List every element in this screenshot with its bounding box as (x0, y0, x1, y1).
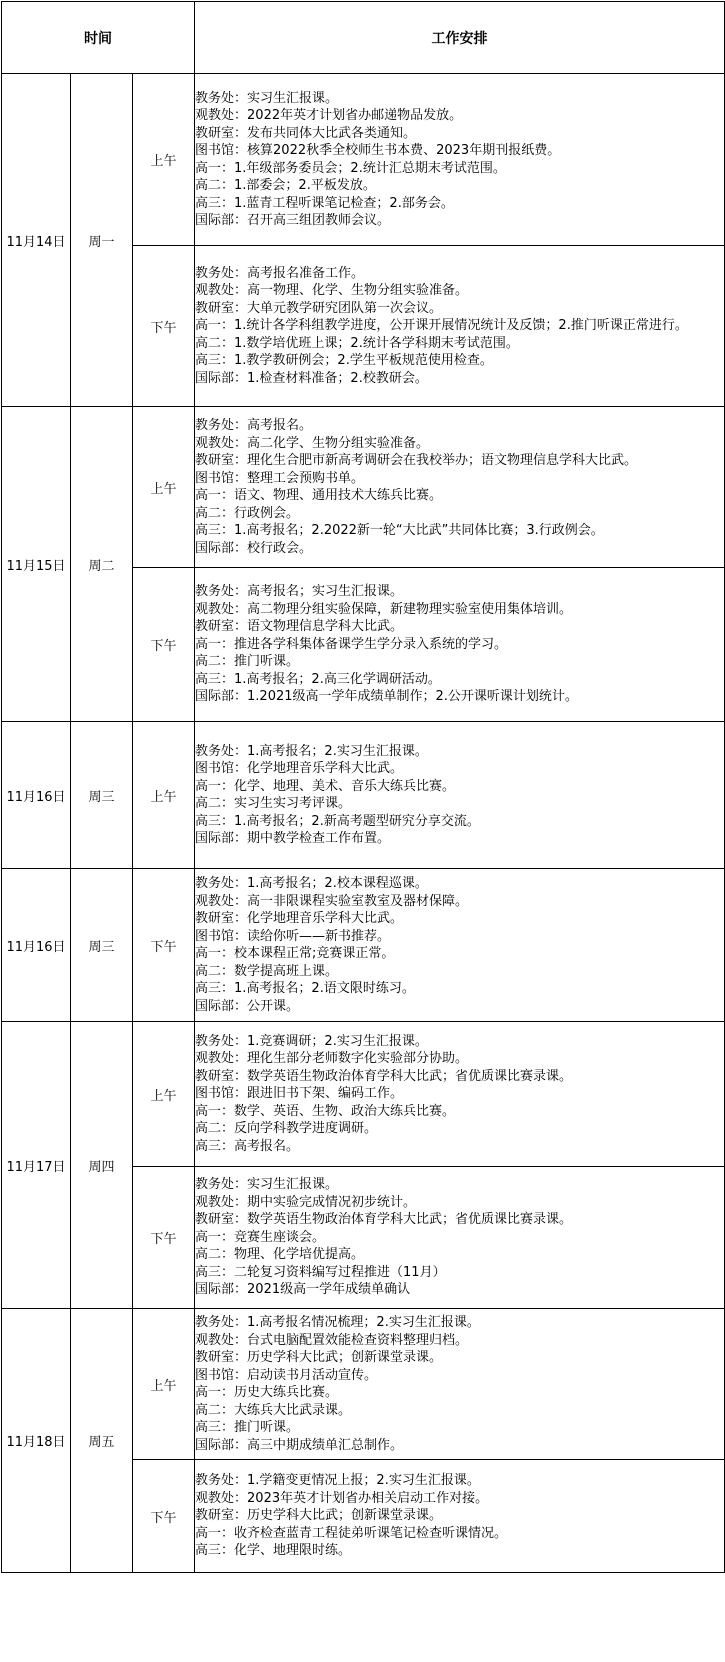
work-item: 教务处：高考报名准备工作。 (195, 265, 365, 281)
work-item: 国际部：1.2021级高一学年成绩单制作；2.公开课听课计划统计。 (195, 689, 578, 705)
work-item: 高一：校本课程正常;竞赛课正常。 (195, 946, 395, 961)
work-item: 观教处：期中实验完成情况初步统计。 (195, 1194, 417, 1210)
work-item: 教研室：语文物理信息学科大比武。 (195, 619, 404, 635)
work-item: 高一：数学、英语、生物、政治大练兵比赛。 (195, 1103, 456, 1119)
work-item: 图书馆：读给你听——新书推荐。 (195, 928, 391, 944)
schedule-row (2, 1022, 725, 1167)
work-item: 高二：大练兵大比武录课。 (195, 1402, 352, 1418)
work-item: 高三：二轮复习资料编写过程推进（11月） (195, 1264, 446, 1280)
work-item: 教研室：化学地理音乐学科大比武。 (195, 911, 404, 926)
work-item: 高一：1.统计各学科组教学进度，公开课开展情况统计及反馈；2.推门听课正常进行。 (195, 318, 688, 334)
schedule-body (2, 74, 725, 1573)
work-item: 教研室：大单元教学研究团队第一次会议。 (195, 300, 443, 316)
work-item: 教研室：数学英语生物政治体育学科大比武；省优质课比赛录课。 (195, 1212, 573, 1228)
work-item: 国际部：1.检查材料准备；2.校教研会。 (195, 370, 428, 386)
period-cell: 下午 (133, 869, 195, 1022)
weekday-cell: 周一 (71, 74, 133, 407)
work-item: 观教处：2023年英才计划省办相关启动工作对接。 (195, 1490, 489, 1506)
work-item: 国际部：校行政会。 (195, 540, 313, 556)
work-item: 教研室：理化生合肥市新高考调研会在我校举办；语文物理信息学科大比武。 (195, 453, 638, 468)
work-item: 国际部：公开课。 (195, 998, 300, 1014)
work-item: 教务处：1.高考报名；2.实习生汇报课。 (195, 743, 428, 759)
work-item: 教务处：1.学籍变更情况上报；2.实习生汇报课。 (195, 1473, 480, 1489)
period-cell: 下午 (133, 568, 195, 722)
work-item: 教务处：实习生汇报课。 (195, 90, 339, 106)
work-item: 图书馆：核算2022秋季全校师生书本费、2023年期刊报纸费。 (195, 143, 561, 158)
schedule-row (2, 407, 725, 568)
work-item: 教务处：高考报名；实习生汇报课。 (195, 584, 404, 600)
work-item: 观教处：高一物理、化学、生物分组实验准备。 (195, 283, 469, 299)
weekday-cell: 周三 (71, 722, 133, 869)
period-cell: 上午 (133, 1309, 195, 1460)
work-content-cell (195, 74, 725, 246)
work-item: 高二：实习生实习考评课。 (195, 796, 352, 811)
work-item: 高一：推进各学科集体备课学生学分录入系统的学习。 (195, 636, 508, 652)
header-row (2, 2, 725, 74)
time-header: 时间 (2, 2, 195, 74)
work-item: 国际部：期中教学检查工作布置。 (195, 831, 391, 846)
work-item: 高二：物理、化学培优提高。 (195, 1247, 365, 1263)
work-item: 观教处：理化生部分老师数字化实验部分协助。 (195, 1051, 469, 1067)
period-cell: 下午 (133, 1460, 195, 1573)
work-item: 图书馆：整理工会预购书单。 (195, 470, 365, 486)
work-item: 教研室：历史学科大比武；创新课堂录课。 (195, 1350, 443, 1365)
date-cell: 11月15日 (2, 407, 71, 722)
work-item: 高一：竞赛生座谈会。 (195, 1229, 326, 1245)
period-cell: 上午 (133, 407, 195, 568)
work-content-cell (195, 568, 725, 722)
weekday-cell: 周四 (71, 1022, 133, 1309)
work-content-cell (195, 1167, 725, 1309)
work-header: 工作安排 (195, 2, 725, 74)
work-item: 高二：反向学科教学进度调研。 (195, 1121, 378, 1137)
period-cell: 上午 (133, 74, 195, 246)
work-content-cell (195, 1022, 725, 1167)
work-item: 教研室：发布共同体大比武各类通知。 (195, 125, 417, 141)
work-item: 高三：化学、地理限时练。 (195, 1543, 352, 1559)
date-cell: 11月16日 (2, 869, 71, 1022)
date-cell: 11月14日 (2, 74, 71, 407)
work-content-cell (195, 1460, 725, 1573)
weekday-cell: 周二 (71, 407, 133, 722)
work-item: 观教处：高二化学、生物分组实验准备。 (195, 435, 430, 451)
work-item: 观教处：2022年英才计划省办邮递物品发放。 (195, 108, 463, 123)
date-cell: 11月16日 (2, 722, 71, 869)
work-content-cell (195, 407, 725, 568)
work-item: 高三：高考报名。 (195, 1138, 300, 1154)
period-cell: 上午 (133, 722, 195, 869)
work-item: 高三：1.高考报名；2.语文限时练习。 (195, 981, 415, 996)
work-item: 高二：1.数学培优班上课；2.统计各学科期末考试范围。 (195, 335, 519, 351)
schedule-row (2, 74, 725, 246)
work-item: 高一：语文、物理、通用技术大练兵比赛。 (195, 488, 443, 503)
work-item: 国际部：召开高三组团教师会议。 (195, 213, 391, 228)
work-item: 图书馆：启动读书月活动宣传。 (195, 1367, 378, 1383)
work-item: 高一：历史大练兵比赛。 (195, 1385, 339, 1400)
work-item: 高三：1.高考报名；2.高三化学调研活动。 (195, 671, 441, 687)
work-item: 高二：推门听课。 (195, 654, 300, 670)
work-item: 高三：推门听课。 (195, 1420, 300, 1435)
period-cell: 上午 (133, 1022, 195, 1167)
work-item: 高二：数学提高班上课。 (195, 963, 339, 979)
work-item: 教研室：历史学科大比武；创新课堂录课。 (195, 1508, 443, 1524)
work-item: 教务处：1.高考报名；2.校本课程巡课。 (195, 876, 428, 891)
work-content-cell (195, 869, 725, 1022)
work-item: 图书馆：跟进旧书下架、编码工作。 (195, 1086, 404, 1102)
work-content-cell (195, 722, 725, 869)
schedule-row (2, 1309, 725, 1460)
weekday-cell: 周五 (71, 1309, 133, 1573)
work-item: 高三：1.教学教研例会；2.学生平板规范使用检查。 (195, 353, 493, 369)
schedule-row (2, 869, 725, 1022)
work-content-cell (195, 1309, 725, 1460)
work-item: 高二：行政例会。 (195, 505, 300, 521)
work-item: 高一：化学、地理、美术、音乐大练兵比赛。 (195, 778, 456, 794)
weekday-cell: 周三 (71, 869, 133, 1022)
work-item: 高三：1.蓝青工程听课笔记检查；2.部务会。 (195, 195, 454, 211)
schedule-table (1, 1, 725, 1573)
work-item: 高二：1.部委会；2.平板发放。 (195, 178, 376, 193)
period-cell: 下午 (133, 246, 195, 407)
period-cell: 下午 (133, 1167, 195, 1309)
date-cell: 11月18日 (2, 1309, 71, 1573)
work-content-cell (195, 246, 725, 407)
work-item: 教务处：高考报名。 (195, 418, 313, 433)
work-item: 高三：1.高考报名；2.2022新一轮“大比武”共同体比赛；3.行政例会。 (195, 523, 604, 538)
work-item: 教务处：实习生汇报课。 (195, 1177, 339, 1193)
work-item: 教务处：1.高考报名情况梳理；2.实习生汇报课。 (195, 1315, 480, 1330)
work-item: 国际部：2021级高一学年成绩单确认 (195, 1282, 411, 1298)
work-item: 高一：收齐检查蓝青工程徒弟听课笔记检查听课情况。 (195, 1525, 508, 1541)
date-cell: 11月17日 (2, 1022, 71, 1309)
work-item: 图书馆：化学地理音乐学科大比武。 (195, 761, 404, 776)
work-item: 高三：1.高考报名；2.新高考题型研究分享交流。 (195, 813, 480, 829)
work-item: 国际部：高三中期成绩单汇总制作。 (195, 1437, 404, 1453)
work-item: 教务处：1.竞赛调研；2.实习生汇报课。 (195, 1033, 428, 1049)
schedule-row (2, 722, 725, 869)
work-item: 观教处：高二物理分组实验保障，新建物理实验室使用集体培训。 (195, 601, 573, 617)
work-item: 观教处：高一非限课程实验室教室及器材保障。 (195, 893, 469, 909)
work-item: 教研室：数学英语生物政治体育学科大比武；省优质课比赛录课。 (195, 1068, 573, 1084)
work-item: 观教处：台式电脑配置效能检查资料整理归档。 (195, 1332, 469, 1348)
work-item: 高一：1.年级部务委员会；2.统计汇总期末考试范围。 (195, 160, 506, 176)
